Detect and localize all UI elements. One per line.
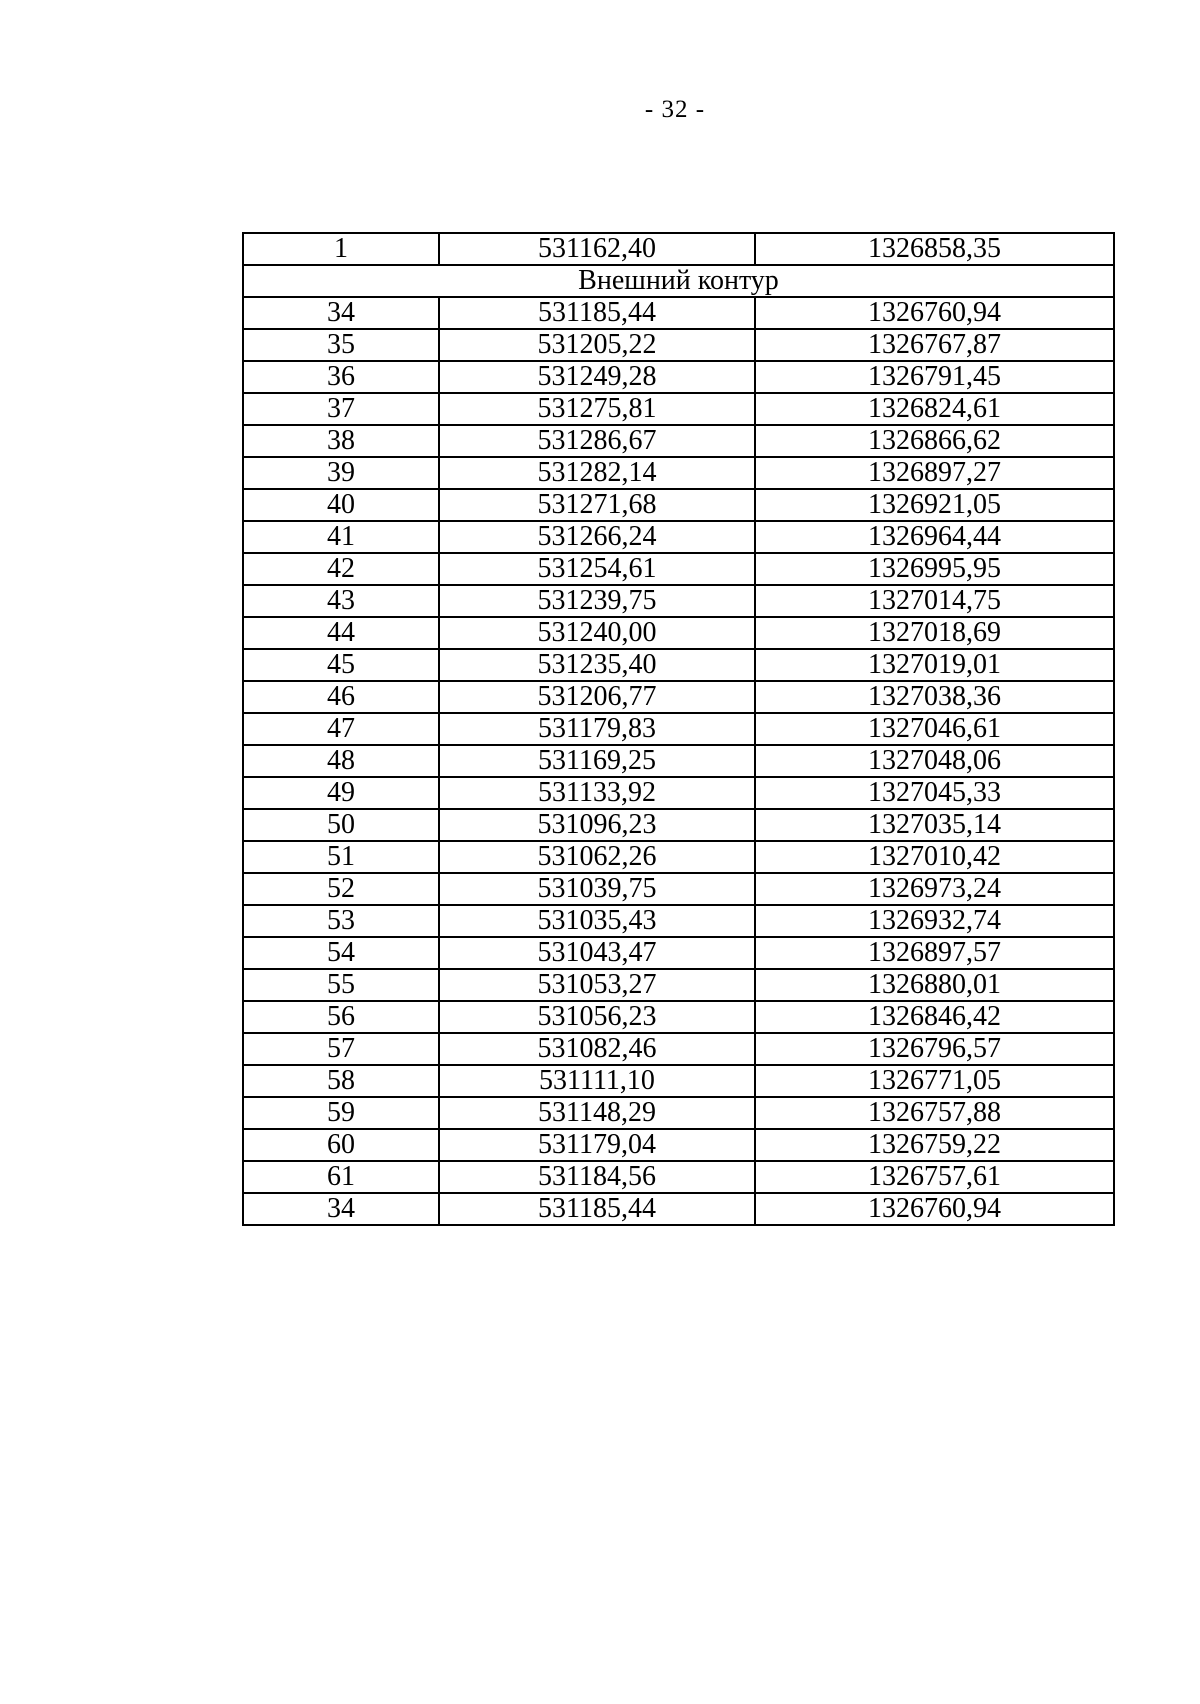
table-row <box>243 1097 1114 1129</box>
y-coordinate-cell: 1326897,57 <box>755 937 1114 969</box>
point-number-cell: 45 <box>243 649 439 681</box>
coordinates-table <box>242 232 1115 1226</box>
y-coordinate-cell: 1326767,87 <box>755 329 1114 361</box>
table-row <box>243 1161 1114 1193</box>
y-coordinate-cell: 1327048,06 <box>755 745 1114 777</box>
table-row <box>243 457 1114 489</box>
x-coordinate-cell: 531239,75 <box>439 585 755 617</box>
x-coordinate-cell: 531082,46 <box>439 1033 755 1065</box>
x-coordinate-cell: 531266,24 <box>439 521 755 553</box>
y-coordinate-cell: 1326771,05 <box>755 1065 1114 1097</box>
y-coordinate-cell: 1326760,94 <box>755 297 1114 329</box>
point-number-cell: 57 <box>243 1033 439 1065</box>
point-number-cell: 39 <box>243 457 439 489</box>
x-coordinate-cell: 531062,26 <box>439 841 755 873</box>
point-number-cell: 53 <box>243 905 439 937</box>
table-row <box>243 489 1114 521</box>
table-row <box>243 713 1114 745</box>
table-row <box>243 681 1114 713</box>
table-row <box>243 361 1114 393</box>
y-coordinate-cell: 1326759,22 <box>755 1129 1114 1161</box>
x-coordinate-cell: 531249,28 <box>439 361 755 393</box>
x-coordinate-cell: 531096,23 <box>439 809 755 841</box>
point-number-cell: 60 <box>243 1129 439 1161</box>
point-number-cell: 48 <box>243 745 439 777</box>
x-coordinate-cell: 531035,43 <box>439 905 755 937</box>
y-coordinate-cell: 1326964,44 <box>755 521 1114 553</box>
point-number-cell: 51 <box>243 841 439 873</box>
y-coordinate-cell: 1326866,62 <box>755 425 1114 457</box>
point-number-cell: 41 <box>243 521 439 553</box>
point-number-cell: 47 <box>243 713 439 745</box>
x-coordinate-cell: 531162,40 <box>439 233 755 265</box>
x-coordinate-cell: 531169,25 <box>439 745 755 777</box>
table-row <box>243 873 1114 905</box>
table-row <box>243 553 1114 585</box>
x-coordinate-cell: 531179,04 <box>439 1129 755 1161</box>
table-row <box>243 809 1114 841</box>
table-row <box>243 1065 1114 1097</box>
point-number-cell: 43 <box>243 585 439 617</box>
point-number-cell: 46 <box>243 681 439 713</box>
table-row <box>243 393 1114 425</box>
table-row <box>243 585 1114 617</box>
x-coordinate-cell: 531286,67 <box>439 425 755 457</box>
point-number-cell: 49 <box>243 777 439 809</box>
x-coordinate-cell: 531206,77 <box>439 681 755 713</box>
table-row <box>243 777 1114 809</box>
x-coordinate-cell: 531185,44 <box>439 1193 755 1225</box>
point-number-cell: 61 <box>243 1161 439 1193</box>
table-row <box>243 329 1114 361</box>
y-coordinate-cell: 1326760,94 <box>755 1193 1114 1225</box>
section-title: Внешний контур <box>243 265 1114 297</box>
x-coordinate-cell: 531235,40 <box>439 649 755 681</box>
table-row <box>243 841 1114 873</box>
y-coordinate-cell: 1327038,36 <box>755 681 1114 713</box>
page-number: - 32 - <box>644 96 706 123</box>
y-coordinate-cell: 1327045,33 <box>755 777 1114 809</box>
table-row <box>243 233 1114 265</box>
x-coordinate-cell: 531254,61 <box>439 553 755 585</box>
table-row <box>243 1193 1114 1225</box>
x-coordinate-cell: 531179,83 <box>439 713 755 745</box>
x-coordinate-cell: 531053,27 <box>439 969 755 1001</box>
table-row <box>243 969 1114 1001</box>
table-row <box>243 1033 1114 1065</box>
y-coordinate-cell: 1327014,75 <box>755 585 1114 617</box>
point-number-cell: 55 <box>243 969 439 1001</box>
point-number-cell: 36 <box>243 361 439 393</box>
point-number-cell: 44 <box>243 617 439 649</box>
table-row <box>243 905 1114 937</box>
x-coordinate-cell: 531133,92 <box>439 777 755 809</box>
y-coordinate-cell: 1326897,27 <box>755 457 1114 489</box>
y-coordinate-cell: 1326796,57 <box>755 1033 1114 1065</box>
y-coordinate-cell: 1326846,42 <box>755 1001 1114 1033</box>
table-row <box>243 937 1114 969</box>
point-number-cell: 35 <box>243 329 439 361</box>
x-coordinate-cell: 531275,81 <box>439 393 755 425</box>
section-header-row <box>243 265 1114 297</box>
x-coordinate-cell: 531240,00 <box>439 617 755 649</box>
x-coordinate-cell: 531185,44 <box>439 297 755 329</box>
point-number-cell: 34 <box>243 1193 439 1225</box>
point-number-cell: 50 <box>243 809 439 841</box>
y-coordinate-cell: 1326757,88 <box>755 1097 1114 1129</box>
x-coordinate-cell: 531056,23 <box>439 1001 755 1033</box>
point-number-cell: 1 <box>243 233 439 265</box>
y-coordinate-cell: 1326791,45 <box>755 361 1114 393</box>
x-coordinate-cell: 531111,10 <box>439 1065 755 1097</box>
y-coordinate-cell: 1326757,61 <box>755 1161 1114 1193</box>
point-number-cell: 38 <box>243 425 439 457</box>
y-coordinate-cell: 1326995,95 <box>755 553 1114 585</box>
x-coordinate-cell: 531148,29 <box>439 1097 755 1129</box>
table-row <box>243 1129 1114 1161</box>
table-row <box>243 425 1114 457</box>
point-number-cell: 58 <box>243 1065 439 1097</box>
point-number-cell: 59 <box>243 1097 439 1129</box>
x-coordinate-cell: 531205,22 <box>439 329 755 361</box>
table-row <box>243 617 1114 649</box>
x-coordinate-cell: 531184,56 <box>439 1161 755 1193</box>
y-coordinate-cell: 1327046,61 <box>755 713 1114 745</box>
point-number-cell: 40 <box>243 489 439 521</box>
point-number-cell: 37 <box>243 393 439 425</box>
y-coordinate-cell: 1327018,69 <box>755 617 1114 649</box>
x-coordinate-cell: 531282,14 <box>439 457 755 489</box>
table-row <box>243 649 1114 681</box>
table-row <box>243 745 1114 777</box>
y-coordinate-cell: 1327019,01 <box>755 649 1114 681</box>
y-coordinate-cell: 1326973,24 <box>755 873 1114 905</box>
x-coordinate-cell: 531043,47 <box>439 937 755 969</box>
y-coordinate-cell: 1327035,14 <box>755 809 1114 841</box>
point-number-cell: 54 <box>243 937 439 969</box>
coordinates-table-body <box>243 233 1114 1225</box>
y-coordinate-cell: 1326824,61 <box>755 393 1114 425</box>
x-coordinate-cell: 531039,75 <box>439 873 755 905</box>
table-row <box>243 297 1114 329</box>
y-coordinate-cell: 1326932,74 <box>755 905 1114 937</box>
table-row <box>243 521 1114 553</box>
y-coordinate-cell: 1326858,35 <box>755 233 1114 265</box>
table-row <box>243 1001 1114 1033</box>
point-number-cell: 34 <box>243 297 439 329</box>
y-coordinate-cell: 1327010,42 <box>755 841 1114 873</box>
y-coordinate-cell: 1326880,01 <box>755 969 1114 1001</box>
x-coordinate-cell: 531271,68 <box>439 489 755 521</box>
point-number-cell: 52 <box>243 873 439 905</box>
point-number-cell: 42 <box>243 553 439 585</box>
point-number-cell: 56 <box>243 1001 439 1033</box>
y-coordinate-cell: 1326921,05 <box>755 489 1114 521</box>
